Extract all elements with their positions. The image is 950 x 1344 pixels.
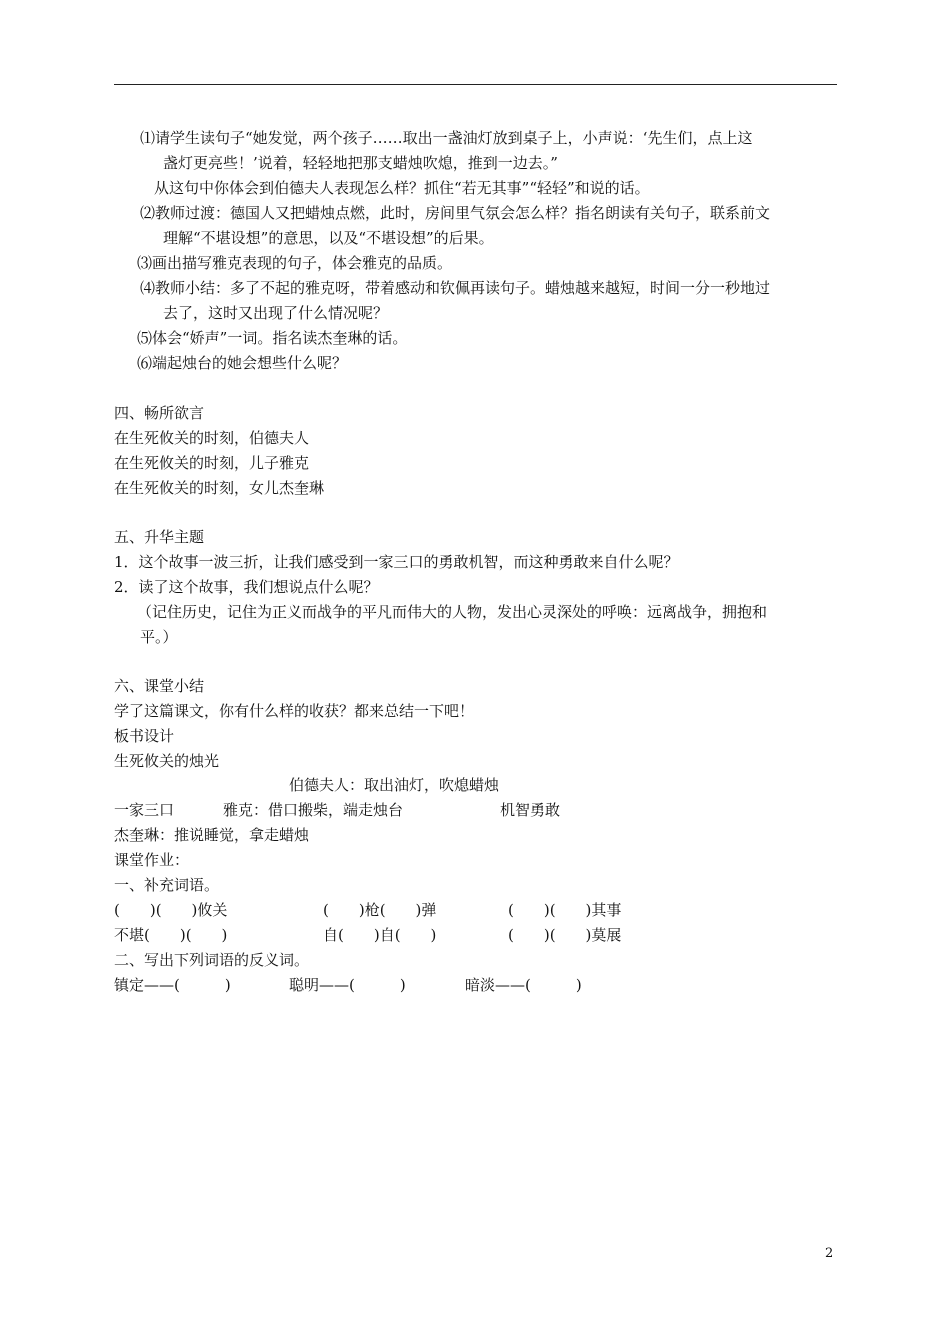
exercise-item: ( )( )莫展 <box>508 926 622 944</box>
text-line: （记住历史，记住为正义而战争的平凡而伟大的人物，发出心灵深处的呼唤：远离战争，拥抱和 <box>137 603 768 621</box>
text-line: 学了这篇课文，你有什么样的收获？都来总结一下吧！ <box>114 702 475 720</box>
text-line: 去了，这时又出现了什么情况呢？ <box>163 304 389 322</box>
text-line: 1．这个故事一波三折，让我们感受到一家三口的勇敢机智，而这种勇敢来自什么呢？ <box>114 553 679 571</box>
section-heading: 二、写出下列词语的反义词。 <box>114 951 310 969</box>
text-line: 板书设计 <box>114 727 175 745</box>
exercise-item: ( )枪( )弹 <box>323 901 437 919</box>
page-number: 2 <box>825 1246 834 1261</box>
exercise-item: 不堪( )( ) <box>114 926 228 944</box>
text-line: 盏灯更亮些！’说着，轻轻地把那支蜡烛吹熄，推到一边去。” <box>163 154 558 172</box>
text-line: 2．读了这个故事，我们想说点什么呢？ <box>114 578 379 596</box>
exercise-item: 聪明——( ) <box>289 976 406 994</box>
text-line: ⑴请学生读句子“她发觉，两个孩子……取出一盏油灯放到桌子上，小声说：‘先生们，点上这 <box>140 129 753 147</box>
text-line: 伯德夫人：取出油灯，吹熄蜡烛 <box>289 776 500 794</box>
exercise-item: 自( )自( ) <box>323 926 437 944</box>
text-line: ⑸体会“娇声”一词。指名读杰奎琳的话。 <box>137 329 408 347</box>
text-line: 从这句中你体会到伯德夫人表现怎么样？抓住“若无其事”“轻轻”和说的话。 <box>154 179 650 197</box>
text-line: 机智勇敢 <box>500 801 561 819</box>
section-heading: 四、畅所欲言 <box>114 404 205 422</box>
text-line: 生死攸关的烛光 <box>114 752 220 770</box>
text-line: ⑶画出描写雅克表现的句子，体会雅克的品质。 <box>137 254 453 272</box>
text-line: 一家三口 <box>114 801 175 819</box>
exercise-item: ( )( )攸关 <box>114 901 228 919</box>
text-line: 杰奎琳：推说睡觉，拿走蜡烛 <box>114 826 310 844</box>
header-rule <box>114 84 837 85</box>
text-line: 平。） <box>140 628 178 646</box>
section-heading: 一、补充词语。 <box>114 876 220 894</box>
section-heading: 五、升华主题 <box>114 528 205 546</box>
text-line: 理解“不堪设想”的意思，以及“不堪设想”的后果。 <box>163 229 494 247</box>
text-line: 课堂作业： <box>114 851 190 869</box>
text-line: 在生死攸关的时刻，儿子雅克 <box>114 454 310 472</box>
exercise-item: 暗淡——( ) <box>465 976 582 994</box>
text-line: 在生死攸关的时刻，女儿杰奎琳 <box>114 479 325 497</box>
text-line: ⑵教师过渡：德国人又把蜡烛点燃，此时，房间里气氛会怎么样？指名朗读有关句子，联系前文 <box>140 204 771 222</box>
section-heading: 六、课堂小结 <box>114 677 205 695</box>
text-line: 雅克：借口搬柴，端走烛台 <box>223 801 404 819</box>
text-line: ⑷教师小结：多了不起的雅克呀，带着感动和钦佩再读句子。蜡烛越来越短，时间一分一秒地过 <box>140 279 771 297</box>
text-line: 在生死攸关的时刻，伯德夫人 <box>114 429 310 447</box>
exercise-item: 镇定——( ) <box>114 976 231 994</box>
exercise-item: ( )( )其事 <box>508 901 622 919</box>
text-line: ⑹端起烛台的她会想些什么呢？ <box>137 354 348 372</box>
